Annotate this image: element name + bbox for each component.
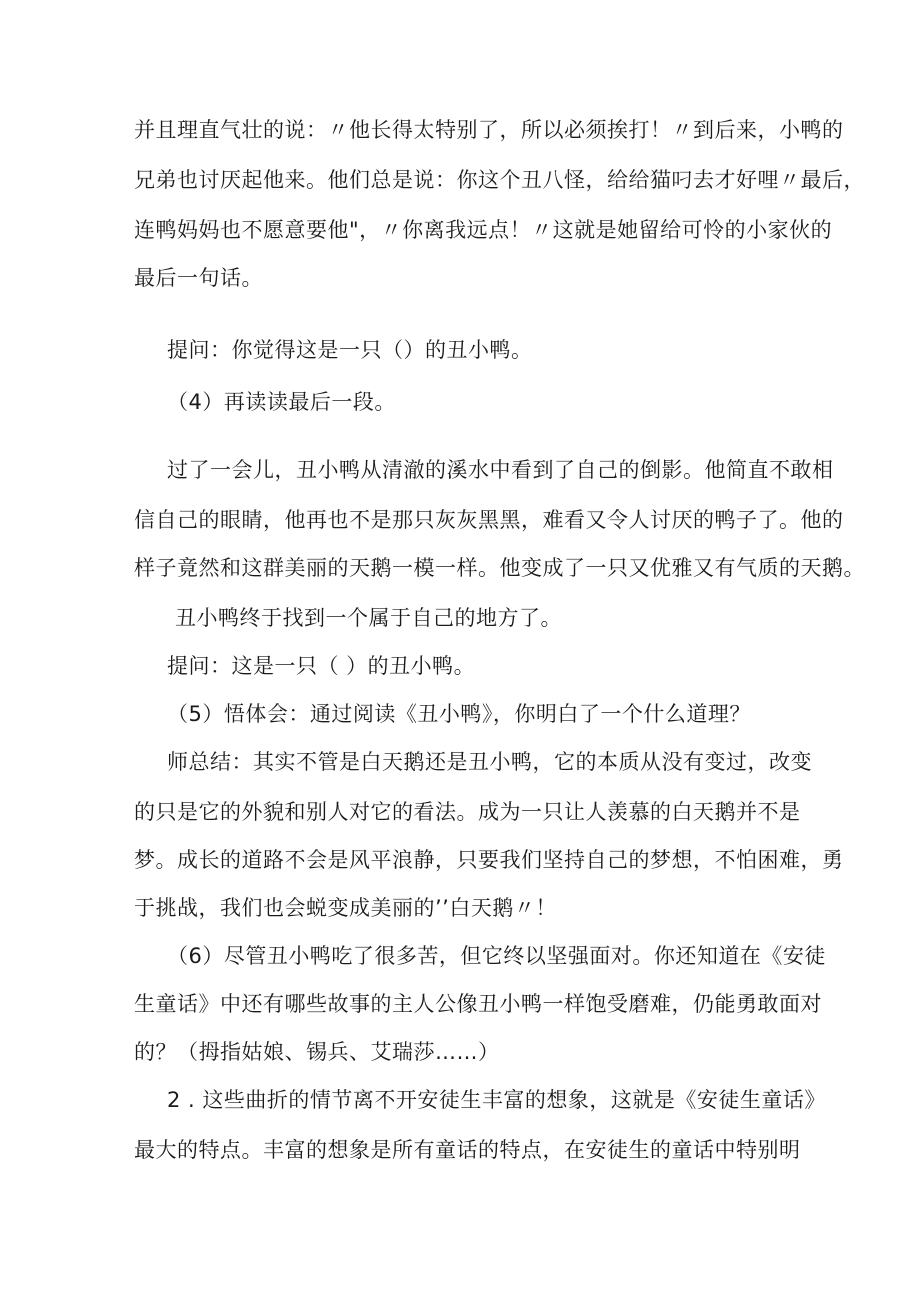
step-heading: （5）悟体会：通过阅读《丑小鸭》，你明白了一个什么道理？ (167, 702, 751, 726)
summary-line: 的只是它的外貌和别人对它的看法。成为一只让人羡慕的白天鹅并不是 (134, 800, 801, 824)
step-line: 的？（拇指姑娘、锡兵、艾瑞莎……） (134, 1040, 500, 1064)
paragraph-line: 丑小鸭终于找到一个属于自己的地方了。 (175, 606, 562, 630)
paragraph-line: 最后一句话。 (134, 266, 263, 290)
step-line: 生童话》中还有哪些故事的主人公像丑小鸭一样饱受磨难，仍能勇敢面对 (134, 992, 822, 1016)
summary-line: 师总结：其实不管是白天鹅还是丑小鸭，它的本质从没有变过，改变 (167, 750, 812, 774)
paragraph-line: 样子竟然和这群美丽的天鹅一模一样。他变成了一只又优雅又有气质的天鹅。 (134, 556, 865, 580)
paragraph-line: 连鸭妈妈也不愿意要他"，〃你离我远点！〃这就是她留给可怜的小家伙的 (134, 218, 833, 242)
step-line: （6）尽管丑小鸭吃了很多苦，但它终以坚强面对。你还知道在《安徒 (167, 944, 826, 968)
question-line: 提问：你觉得这是一只（）的丑小鸭。 (167, 338, 533, 362)
paragraph-line: 并且理直气壮的说：〃他长得太特别了，所以必须挨打！〃到后来，小鸭的 (134, 118, 844, 142)
step-heading: （4）再读读最后一段。 (167, 390, 396, 414)
paragraph-line: 兄弟也讨厌起他来。他们总是说：你这个丑八怪，给给猫叼去才好哩〃最后， (134, 168, 865, 192)
point-line: 最大的特点。丰富的想象是所有童话的特点，在安徒生的童话中特别明 (134, 1138, 801, 1162)
question-line: 提问：这是一只（ ）的丑小鸭。 (167, 654, 476, 678)
paragraph-line: 信自己的眼睛，他再也不是那只灰灰黑黑，难看又令人讨厌的鸭子了。他的 (134, 508, 844, 532)
summary-line: 梦。成长的道路不会是风平浪静，只要我们坚持自己的梦想，不怕困难，勇 (134, 848, 844, 872)
point-line: 2 . 这些曲折的情节离不开安徒生丰富的想象，这就是《安徒生童话》 (167, 1088, 826, 1112)
paragraph-line: 过了一会儿，丑小鸭从清澈的溪水中看到了自己的倒影。他简直不敢相 (167, 458, 834, 482)
summary-line: 于挑战，我们也会蜕变成美丽的’’白天鹅〃！ (134, 896, 557, 920)
